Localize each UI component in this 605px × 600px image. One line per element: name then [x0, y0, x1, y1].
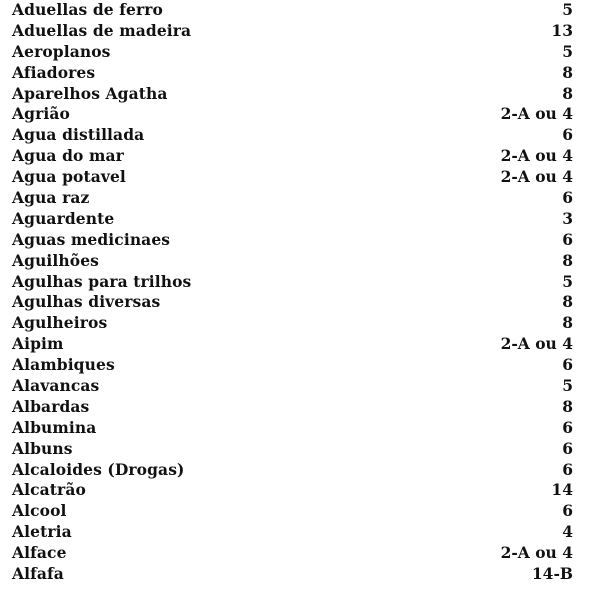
entry-term: Aguilhões — [12, 250, 100, 270]
entry-class: 14-B — [531, 564, 573, 584]
entry-class: 13 — [551, 20, 573, 40]
entry-term: Alcool — [12, 501, 67, 521]
list-item — [12, 230, 573, 251]
entry-class: 2-A ou 4 — [500, 104, 573, 124]
entry-class: 3 — [562, 208, 573, 228]
entry-class: 2-A ou 4 — [500, 146, 573, 166]
entry-term: Agua potavel — [12, 167, 126, 187]
index-list — [12, 0, 573, 585]
entry-term: Alavancas — [12, 376, 100, 396]
list-item — [12, 397, 573, 418]
entry-class: 6 — [562, 125, 573, 145]
entry-class: 5 — [562, 41, 573, 61]
list-item — [12, 334, 573, 355]
list-item — [12, 355, 573, 376]
entry-term: Alcatrão — [12, 480, 86, 500]
entry-class: 8 — [562, 292, 573, 312]
list-item — [12, 501, 573, 522]
entry-class: 6 — [562, 229, 573, 249]
entry-term: Aduellas de madeira — [12, 20, 192, 40]
list-item — [12, 480, 573, 501]
entry-term: Agulheiros — [12, 313, 108, 333]
entry-term: Aparelhos Agatha — [12, 83, 168, 103]
list-item — [12, 418, 573, 439]
list-item — [12, 104, 573, 125]
entry-class: 6 — [562, 459, 573, 479]
list-item — [12, 0, 573, 21]
entry-class: 2-A ou 4 — [500, 334, 573, 354]
entry-class: 6 — [562, 501, 573, 521]
entry-term: Aletria — [12, 522, 72, 542]
list-item — [12, 272, 573, 293]
entry-term: Aeroplanos — [12, 41, 111, 61]
entry-class: 6 — [562, 355, 573, 375]
entry-term: Agrião — [12, 104, 70, 124]
list-item — [12, 543, 573, 564]
entry-term: Aguas medicinaes — [12, 229, 171, 249]
list-item — [12, 460, 573, 481]
list-item — [12, 63, 573, 84]
entry-term: Agua distillada — [12, 125, 145, 145]
list-item — [12, 188, 573, 209]
entry-term: Albuns — [12, 438, 73, 458]
list-item — [12, 376, 573, 397]
entry-term: Alambiques — [12, 355, 115, 375]
entry-term: Agulhas diversas — [12, 292, 161, 312]
entry-class: 6 — [562, 438, 573, 458]
entry-class: 2-A ou 4 — [500, 167, 573, 187]
entry-term: Aipim — [12, 334, 64, 354]
list-item — [12, 84, 573, 105]
entry-term: Agulhas para trilhos — [12, 271, 192, 291]
list-item — [12, 21, 573, 42]
list-item — [12, 313, 573, 334]
entry-class: 4 — [562, 522, 573, 542]
entry-class: 8 — [562, 250, 573, 270]
list-item — [12, 251, 573, 272]
entry-term: Alcaloides (Drogas) — [12, 459, 185, 479]
entry-term: Agua raz — [12, 188, 90, 208]
entry-term: Afiadores — [12, 62, 96, 82]
entry-class: 2-A ou 4 — [500, 543, 573, 563]
list-item — [12, 564, 573, 585]
list-item — [12, 292, 573, 313]
entry-term: Albardas — [12, 396, 90, 416]
list-item — [12, 522, 573, 543]
entry-class: 6 — [562, 417, 573, 437]
entry-term: Alface — [12, 543, 67, 563]
entry-class: 14 — [551, 480, 573, 500]
entry-term: Aduellas de ferro — [12, 0, 163, 19]
entry-term: Aguardente — [12, 208, 115, 228]
list-item — [12, 167, 573, 188]
list-item — [12, 146, 573, 167]
list-item — [12, 439, 573, 460]
entry-term: Alfafa — [12, 564, 64, 584]
list-item — [12, 125, 573, 146]
entry-term: Agua do mar — [12, 146, 124, 166]
entry-class: 5 — [562, 376, 573, 396]
entry-class: 8 — [562, 396, 573, 416]
entry-class: 8 — [562, 313, 573, 333]
entry-class: 8 — [562, 62, 573, 82]
list-item — [12, 209, 573, 230]
entry-class: 6 — [562, 188, 573, 208]
entry-class: 5 — [562, 271, 573, 291]
list-item — [12, 42, 573, 63]
entry-class: 5 — [562, 0, 573, 19]
entry-term: Albumina — [12, 417, 97, 437]
entry-class: 8 — [562, 83, 573, 103]
